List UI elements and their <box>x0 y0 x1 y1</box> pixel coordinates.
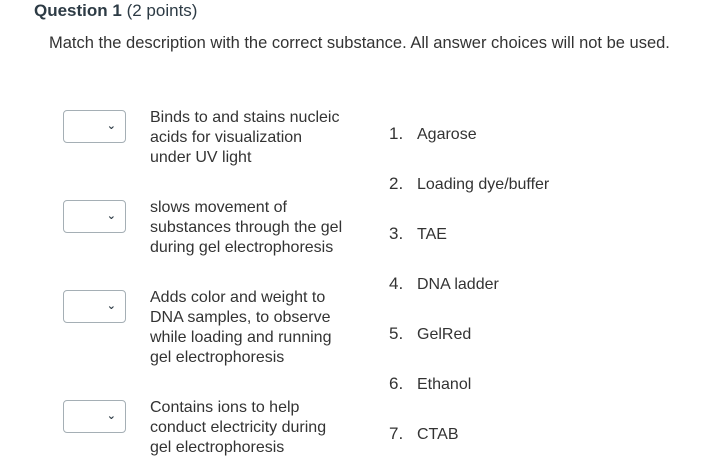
answer-number: 6. <box>389 374 404 393</box>
prompt-description-1 <box>150 108 365 168</box>
prompt-line: during gel electrophoresis <box>150 239 334 256</box>
answer-choice-2 <box>389 174 549 195</box>
prompt-description-4 <box>150 398 365 458</box>
answer-choice-7 <box>389 424 458 445</box>
prompt-line: conduct electricity during <box>150 419 327 436</box>
match-select-4[interactable] <box>63 400 126 433</box>
question-title: Question 1 <box>34 1 122 20</box>
answer-number: 7. <box>389 424 404 443</box>
match-select-3[interactable] <box>63 290 126 323</box>
answer-label: TAE <box>417 226 447 243</box>
prompt-line: substances through the gel <box>150 219 343 236</box>
answer-choice-3 <box>389 224 447 245</box>
prompt-line: acids for visualization <box>150 129 303 146</box>
question-instructions: Match the description with the correct substance. All answer choices will not be used. <box>49 34 670 52</box>
answer-label: DNA ladder <box>417 276 499 293</box>
answer-number: 4. <box>389 274 404 293</box>
prompt-line: Binds to and stains nucleic <box>150 109 340 126</box>
answer-choice-5 <box>389 324 471 345</box>
answer-label: GelRed <box>417 326 472 343</box>
answer-number: 5. <box>389 324 404 343</box>
question-header <box>34 1 197 21</box>
answer-choice-4 <box>389 274 499 295</box>
prompt-line: DNA samples, to observe <box>150 309 331 326</box>
answer-choice-1 <box>389 124 477 145</box>
prompt-description-2 <box>150 198 365 258</box>
answer-number: 3. <box>389 224 404 243</box>
chevron-down-icon: ⌄ <box>106 120 116 132</box>
prompt-description-3 <box>150 288 365 368</box>
answer-label: Ethanol <box>417 376 472 393</box>
prompt-line: slows movement of <box>150 199 287 216</box>
prompt-line: Adds color and weight to <box>150 289 326 306</box>
chevron-down-icon: ⌄ <box>106 210 116 222</box>
prompt-line: while loading and running <box>150 329 332 346</box>
answer-choice-6 <box>389 374 471 395</box>
prompt-line: gel electrophoresis <box>150 439 285 456</box>
prompt-line: under UV light <box>150 149 252 166</box>
answer-label: Loading dye/buffer <box>417 176 550 193</box>
answer-number: 1. <box>389 124 404 143</box>
answer-label: Agarose <box>417 126 477 143</box>
chevron-down-icon: ⌄ <box>106 410 116 422</box>
prompt-line: Contains ions to help <box>150 399 300 416</box>
question-points: (2 points) <box>126 1 198 20</box>
answer-label: CTAB <box>417 426 459 443</box>
prompt-line: gel electrophoresis <box>150 349 285 366</box>
answer-number: 2. <box>389 174 404 193</box>
match-select-1[interactable] <box>63 110 126 143</box>
chevron-down-icon: ⌄ <box>106 300 116 312</box>
match-select-2[interactable] <box>63 200 126 233</box>
